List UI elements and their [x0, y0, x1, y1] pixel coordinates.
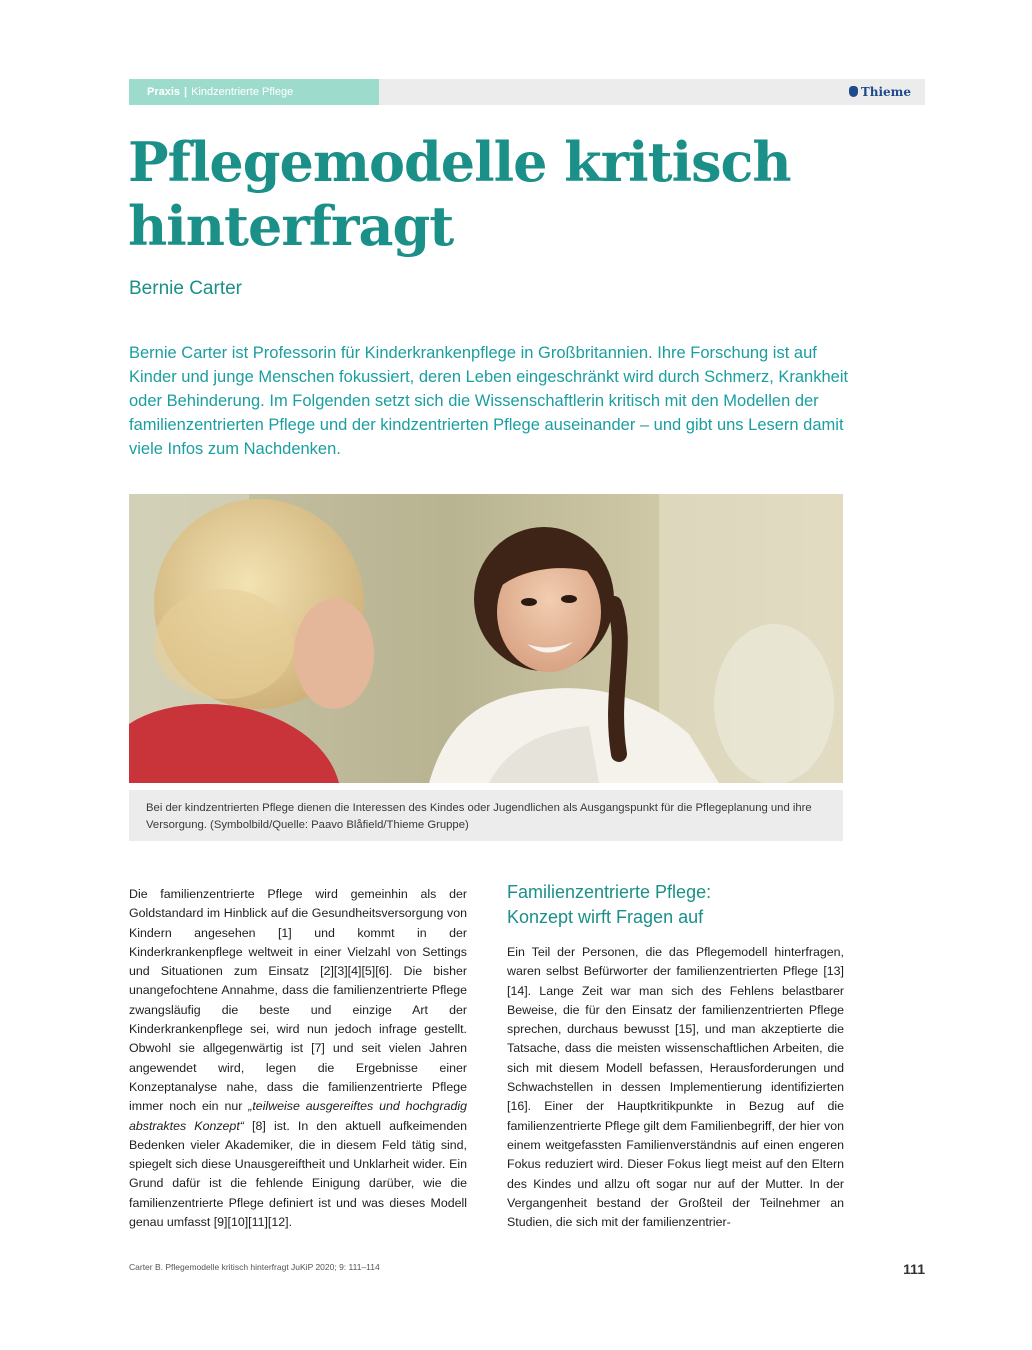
section-heading	[507, 880, 847, 930]
body-quote: „teilweise ausgereiftes und hochgradig abstraktes Konzept“	[129, 1099, 467, 1133]
article-title: Pflegemodelle kritisch hinterfragt	[128, 130, 791, 258]
section-label: Praxis	[147, 86, 181, 98]
body-text-before-quote: Die familienzentrierte Pflege wird gemeinhin als der Goldstandard im Hinblick auf die Gesundheitsversorgung von Kindern angesehen [1] und kommt in der Kinderkrankenpflege weltweit in einer Vielzahl von Settings und Situationen zum Einsatz [2][3][4][5][6]. Die bisher unangefochtene Annahme, dass die familienzentrierte Pflege zwangsläufig die beste und einzige Art der Kinderkrankenpflege sei, wird nun jedoch infrage gestellt. Obwohl sie allgegenwärtig ist [7] und seit vielen Jahren angewendet wird, legen die Ergebnisse einer Konzeptanalyse nahe, dass die familienzentrierte Pflege immer noch ein nur	[129, 887, 467, 1114]
section-separator: |	[184, 86, 188, 98]
thieme-logo-icon	[849, 86, 858, 97]
article-lead: Bernie Carter ist Professorin für Kinderkrankenpflege in Großbritannien. Ihre Forschung ist auf Kinder und junge Menschen fokussiert, deren Leben eingeschränkt wird durch Schmerz, Krankheit oder Behinderung. Im Folgenden setzt sich die Wissenschaftlerin kritisch mit den Modellen der familienzentrierten Pflege und der kindzentrierten Pflege auseinander – und gibt uns Lesern damit viele Infos zum Nachdenken.	[129, 344, 849, 458]
article-photo	[129, 494, 843, 783]
body-text-after-quote: [8] ist. In den aktuell aufkeimenden Bedenken vieler Akademiker, die in diesem Feld tätig sind, spiegelt sich diese Unausgereiftheit und Unklarheit wider. Ein Grund dafür ist die fehlende Einigung darüber, wie die familienzentrierte Pflege definiert ist und was dieses Modell genau umfasst [9][10][11][12].	[129, 1118, 468, 1230]
footer-citation: Carter B. Pflegemodelle kritisch hinterfragt JuKiP 2020; 9: 111–114	[129, 1262, 380, 1272]
section-tab	[129, 79, 379, 105]
page-number: 111	[903, 1261, 925, 1277]
header-bar	[129, 79, 925, 105]
figure-caption: Bei der kindzentrierten Pflege dienen die Interessen des Kindes oder Jugendlichen als Ausgangspunkt für die Pflegeplanung und ihre Versorgung. (Symbolbild/Quelle: Paavo Blåfield/Thieme Gruppe)	[129, 790, 843, 841]
body-column-right: Ein Teil der Personen, die das Pflegemodell hinterfragen, waren selbst Befürworter der familienzentrierten Pflege [13][14]. Lange Zeit war man sich des Fehlens belastbarer Beweise, die für den Einsatz der familienzentrierten Pflege sprechen, durchaus bewusst [15], und man akzeptierte die Tatsache, dass die meisten wissenschaftlichen Arbeiten, die sich mit diesem Modell befassen, Herausforderungen und Schwachstellen in dessen Implementierung identifizierten [16]. Einer der Hauptkritikpunkte in Bezug auf die familienzentrierte Pflege gilt dem Familienbegriff, der hier von einem weitgefassten Familienverständnis auf einen engeren Fokus reduziert wird. Dieser Fokus liegt meist auf den Eltern des Kindes und allzu oft sogar nur auf der Mutter. In der Vergangenheit bestand der Großteil der Teilnehmer an Studien, die sich mit der familienzentrier-	[507, 945, 844, 1230]
article-author: Bernie Carter	[129, 278, 242, 299]
logo-text: Thieme	[860, 85, 911, 99]
subsection-label: Kindzentrierte Pflege	[191, 86, 294, 98]
section-heading-line1: Familienzentrierte Pflege:	[507, 882, 712, 902]
photo-illustration	[129, 494, 843, 783]
body-column-left	[129, 885, 467, 1232]
section-heading-line2: Konzept wirft Fragen auf	[507, 907, 704, 927]
thieme-logo	[849, 79, 911, 105]
